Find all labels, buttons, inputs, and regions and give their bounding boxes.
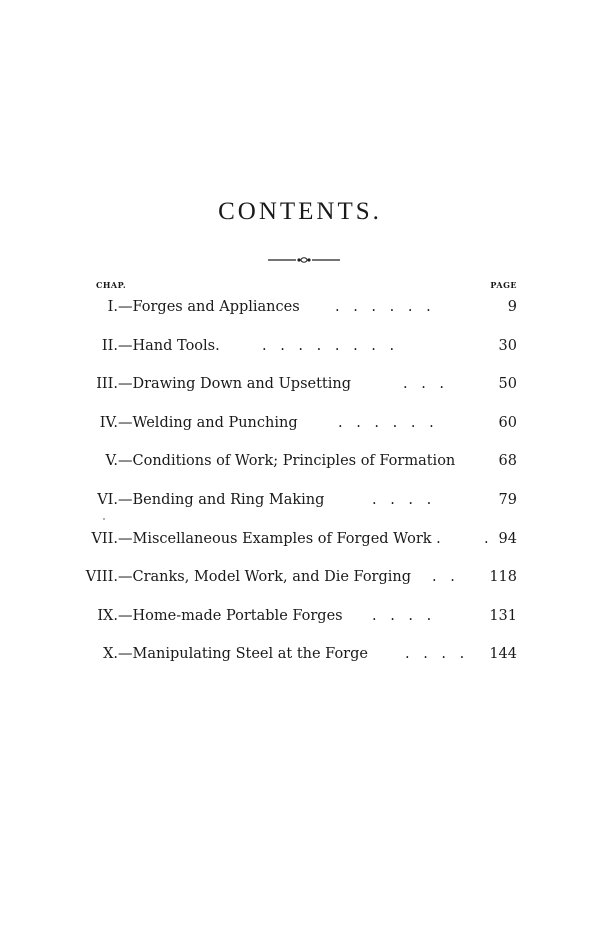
page-number: 60: [498, 414, 517, 431]
chapter-number: III.: [96, 376, 118, 393]
toc-row: [0, 449, 600, 473]
dot-leader: . . . . . .: [335, 299, 431, 315]
chapter-number: IX.: [97, 607, 118, 624]
toc-row: [0, 295, 600, 319]
chapter-title: —Hand Tools.: [118, 337, 220, 354]
chapter-number: V.: [105, 453, 118, 470]
chapter-title: —Bending and Ring Making: [118, 492, 325, 508]
page-number: 68: [498, 453, 517, 470]
paper-speck: [103, 518, 105, 520]
dot-leader: . . . .: [372, 607, 432, 624]
dot-leader: . . .: [403, 376, 445, 393]
toc-row: [0, 334, 600, 358]
dot-leader: . . . . . . . .: [262, 337, 395, 354]
toc-row: [0, 372, 600, 396]
toc-row: [0, 527, 600, 551]
dot-leader: . . . . . .: [338, 414, 434, 431]
toc-row: [0, 565, 600, 589]
toc-row: [0, 642, 600, 666]
page-number: 131: [489, 607, 517, 624]
chapter-title: —Miscellaneous Examples of Forged Work .: [118, 530, 441, 547]
chapter-title: —Conditions of Work; Principles of Formation: [118, 453, 456, 470]
dot-leader: . .: [432, 569, 455, 586]
toc-row: [0, 411, 600, 435]
chapter-title: —Cranks, Model Work, and Die Forging: [118, 569, 412, 586]
toc-row: [0, 488, 600, 512]
toc-row: [0, 604, 600, 628]
page-number: 118: [489, 569, 517, 586]
chapter-title: —Welding and Punching: [118, 414, 298, 431]
ornament-divider: [268, 255, 340, 265]
page-title: CONTENTS.: [218, 198, 382, 225]
chapter-title: —Manipulating Steel at the Forge: [118, 646, 368, 663]
page-number: 79: [498, 492, 517, 508]
chapter-number: II.: [101, 337, 118, 354]
chapter-title: —Forges and Appliances: [118, 299, 300, 315]
dot-leader: . . . .: [372, 492, 432, 508]
chapter-title: —Home-made Portable Forges: [118, 607, 343, 624]
chapter-number: I.: [107, 299, 118, 315]
column-header-page: PAGE: [490, 280, 517, 290]
chapter-number: IV.: [99, 414, 118, 431]
chapter-number: X.: [103, 646, 118, 663]
page-number: 144: [489, 646, 517, 663]
chapter-number: VII.: [91, 530, 118, 547]
dot-leader: . . . .: [405, 646, 465, 663]
column-header-chap: CHAP.: [96, 280, 127, 290]
page-number: 9: [507, 299, 517, 315]
dot-leader: .: [484, 530, 489, 547]
page-number: 30: [498, 337, 517, 354]
chapter-number: VI.: [97, 492, 118, 508]
chapter-title: —Drawing Down and Upsetting: [118, 376, 352, 393]
chapter-number: VIII.: [85, 569, 118, 586]
page-number: 94: [498, 530, 517, 547]
page-number: 50: [498, 376, 517, 393]
